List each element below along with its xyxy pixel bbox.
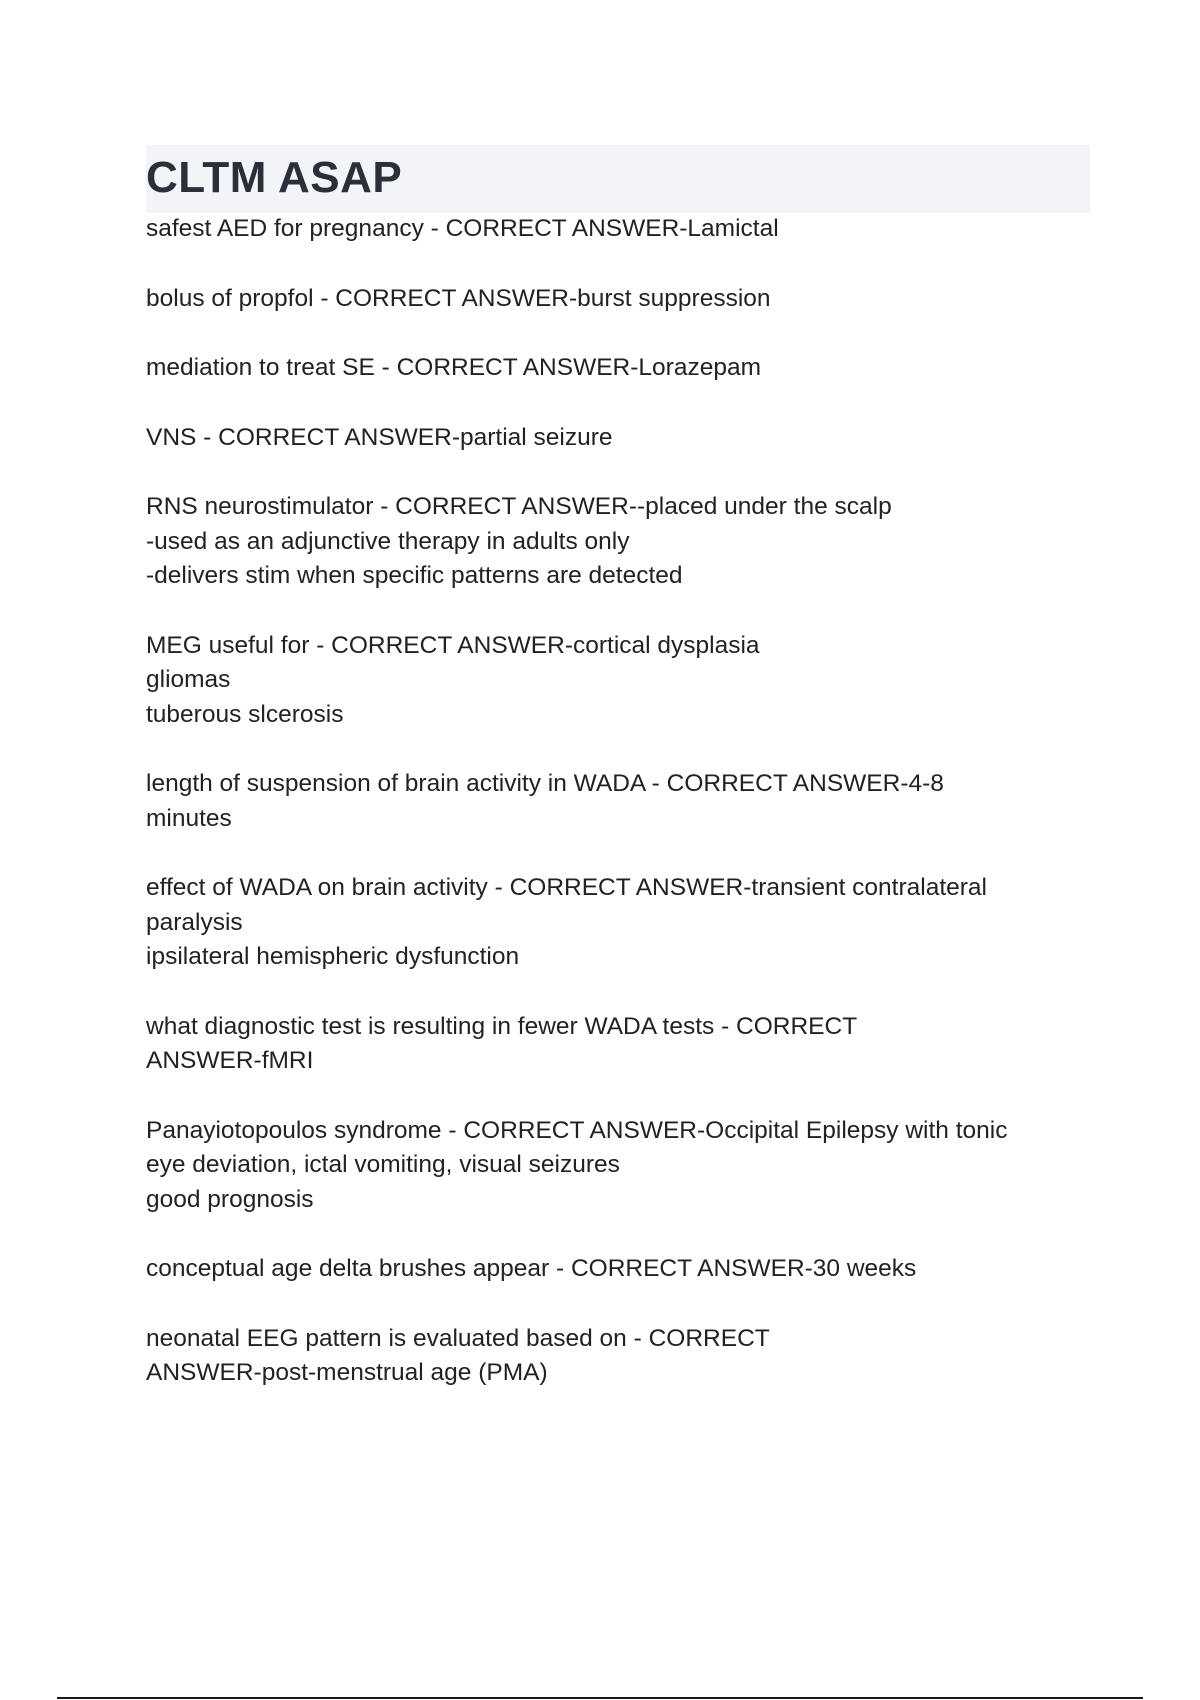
page-title: CLTM ASAP <box>146 153 403 202</box>
flashcard-line: what diagnostic test is resulting in fewer WADA tests - CORRECT <box>146 1012 858 1040</box>
flashcard-line: good prognosis <box>146 1185 314 1213</box>
footer-divider <box>57 1697 1143 1699</box>
flashcard-item <box>146 871 1086 975</box>
flashcard-line: neonatal EEG pattern is evaluated based on - CORRECT <box>146 1324 770 1352</box>
flashcard-line: bolus of propfol - CORRECT ANSWER-burst suppression <box>146 284 771 312</box>
flashcard-item <box>146 1010 1086 1079</box>
flashcard-list <box>146 212 1086 1426</box>
flashcard-line: safest AED for pregnancy - CORRECT ANSWER-Lamictal <box>146 215 779 242</box>
flashcard-line: mediation to treat SE - CORRECT ANSWER-Lorazepam <box>146 354 761 381</box>
flashcard-item <box>146 212 1086 247</box>
flashcard-line: -delivers stim when specific patterns are detected <box>146 562 683 589</box>
flashcard-item <box>146 1114 1086 1218</box>
flashcard-line: conceptual age delta brushes appear - CORRECT ANSWER-30 weeks <box>146 1255 917 1282</box>
flashcard-item <box>146 1322 1086 1391</box>
flashcard-line: VNS - CORRECT ANSWER-partial seizure <box>146 423 613 451</box>
flashcard-line: ANSWER-fMRI <box>146 1047 314 1074</box>
flashcard-item <box>146 490 1086 594</box>
flashcard-line: MEG useful for - CORRECT ANSWER-cortical dysplasia <box>146 631 760 659</box>
flashcard-line: ANSWER-post-menstrual age (PMA) <box>146 1359 548 1386</box>
flashcard-item <box>146 1252 1086 1287</box>
flashcard-item <box>146 351 1086 386</box>
flashcard-line: -used as an adjunctive therapy in adults only <box>146 527 630 555</box>
flashcard-line: RNS neurostimulator - CORRECT ANSWER--placed under the scalp <box>146 493 892 520</box>
flashcard-line: length of suspension of brain activity in WADA - CORRECT ANSWER-4-8 <box>146 770 944 797</box>
flashcard-item <box>146 629 1086 733</box>
flashcard-item <box>146 282 1086 317</box>
flashcard-item <box>146 421 1086 456</box>
flashcard-item <box>146 767 1086 836</box>
flashcard-line: Panayiotopoulos syndrome - CORRECT ANSWER-Occipital Epilepsy with tonic <box>146 1116 1008 1144</box>
flashcard-line: tuberous slcerosis <box>146 700 344 728</box>
flashcard-line: eye deviation, ictal vomiting, visual seizures <box>146 1151 620 1178</box>
flashcard-line: minutes <box>146 804 232 832</box>
flashcard-line: effect of WADA on brain activity - CORRECT ANSWER-transient contralateral <box>146 874 988 901</box>
flashcard-line: paralysis <box>146 908 243 936</box>
flashcard-line: ipsilateral hemispheric dysfunction <box>146 943 520 970</box>
title-bar <box>146 145 1090 213</box>
flashcard-line: gliomas <box>146 666 231 693</box>
